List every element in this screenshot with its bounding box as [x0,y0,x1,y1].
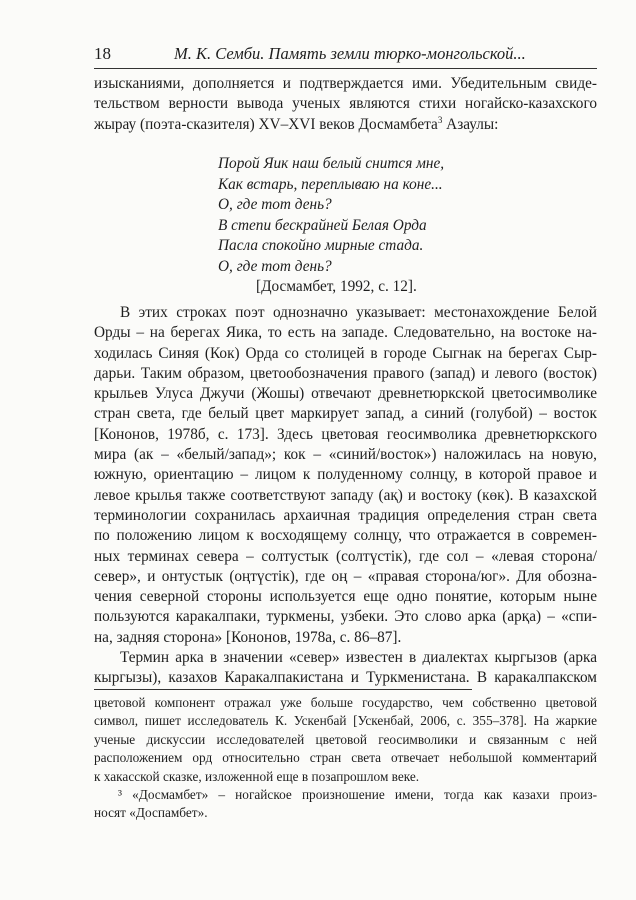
page-header [94,42,597,68]
verse-line: О, где тот день? [218,196,332,214]
footnote-line: ³ «Досмамбет» – ногайское произношение имени, тогда как казахи произ- [118,786,597,802]
footnote-mark: 3 [437,114,443,125]
text-line: дарьи. Таким образом, цветообозначения правого (запад) и левого (восток) [94,364,597,382]
text-line: мира (ак – «белый/запад»; кок – «синий/восток») наложилась на новую, [94,446,597,464]
text-line: терминологии сохранилась архаичная традиция определения стран света [94,506,597,524]
text-line: ных терминах севера – солтустык (солтүстік), где сол – «левая сторона/ [94,547,597,565]
text-line: кыргызы), казахов Каракалпакистана и Туркменистана. В каракалпакском [94,669,597,687]
verse-line: Порой Яик наш белый снится мне, [218,155,445,172]
text-line: изысканиями, дополняется и подтверждается ими. Убедительным свиде- [94,75,597,92]
text-line: север», и онтустык (оңтүстік), где оң – «правая сторона/юг». Для обозна- [94,567,597,585]
text-line: по положению лицом к восходящему солнцу, что отражается в современ- [94,527,597,545]
verse-line: Как встарь, переплываю на коне... [218,175,443,193]
footnote-rule [94,689,472,690]
footnote-line: носят «Доспамбет». [94,805,208,821]
text-line: южную, ориентацию – лицом к полуденному солнцу, в которой правое и [94,466,597,484]
verse [218,154,444,278]
text-fragment: Азаулы: [442,115,499,133]
verse-line: Пасла спокойно мирные стада. [218,237,424,255]
footnote-line: цветовой компонент отражал уже больше государство, чем собственно цветовой [94,695,597,710]
page-number: 18 [94,44,111,63]
text-line [94,115,597,135]
main-paragraph [94,303,597,689]
intro-paragraph [94,74,597,135]
text-fragment: жырау (поэта-сказителя) XV–XVI веков Досмамбета [94,115,438,133]
verse-citation: [Досмамбет, 1992, с. 12]. [256,278,417,295]
text-line: стран света, где белый цвет маркирует запад, а синий (голубой) – восток [94,405,597,423]
text-line: пользуются каракалпаки, туркмены, узбеки. Это слово арка (арқа) – «спи- [94,608,597,626]
footnote-line: ученые дискуссии исследователей цветовой геосимволики и связанным с ней [94,731,597,747]
footnote-line: расположением орд относительно стран света отвечает небольшой комментарий [94,750,597,766]
footnote-line: символ, пишет исследователь К. Ускенбай [Ускенбай, 2006, с. 355–378]. На жаркие [94,713,597,729]
verse-line: В степи бескрайней Белая Орда [218,216,427,234]
text-line: [Кононов, 1978б, с. 173]. Здесь цветовая геосимволика древнетюркского [94,425,597,443]
text-line: ходилась Синяя (Кок) Орда со столицей в городе Сыгнак на берегах Сыр- [94,344,597,362]
text-line: тельством верности вывода ученых являются стихи ногайско-казахского [94,95,597,113]
text-line: чения северной стороны используется еще одно понятие, которым ныне [94,588,597,606]
text-line: на, задняя сторона» [Кононов, 1978а, с. 86–87]. [94,628,402,646]
footnote-line: к хакасской сказке, изложенной еще в позапрошлом веке. [94,768,420,784]
footnotes [94,694,597,823]
text-line: В этих строках поэт однозначно указывает: местонахождение Белой [120,304,597,321]
text-line: Термин арка в значении «север» известен в диалектах кыргызов (арка [120,649,597,667]
text-line: левое крылья также соответствуют западу (ақ) и востоку (көк). В казахской [94,486,597,504]
text-line: Орды – на берегах Яика, то есть на западе. Следовательно, на востоке на- [94,324,597,342]
header-rule [94,68,597,69]
verse-line: О, где тот день? [218,257,332,275]
text-line: крыльев Улуса Джучи (Жошы) отвечают древнетюркской цветосимволике [94,385,597,403]
running-title: М. К. Семби. Память земли тюрко-монгольской... [174,44,526,63]
